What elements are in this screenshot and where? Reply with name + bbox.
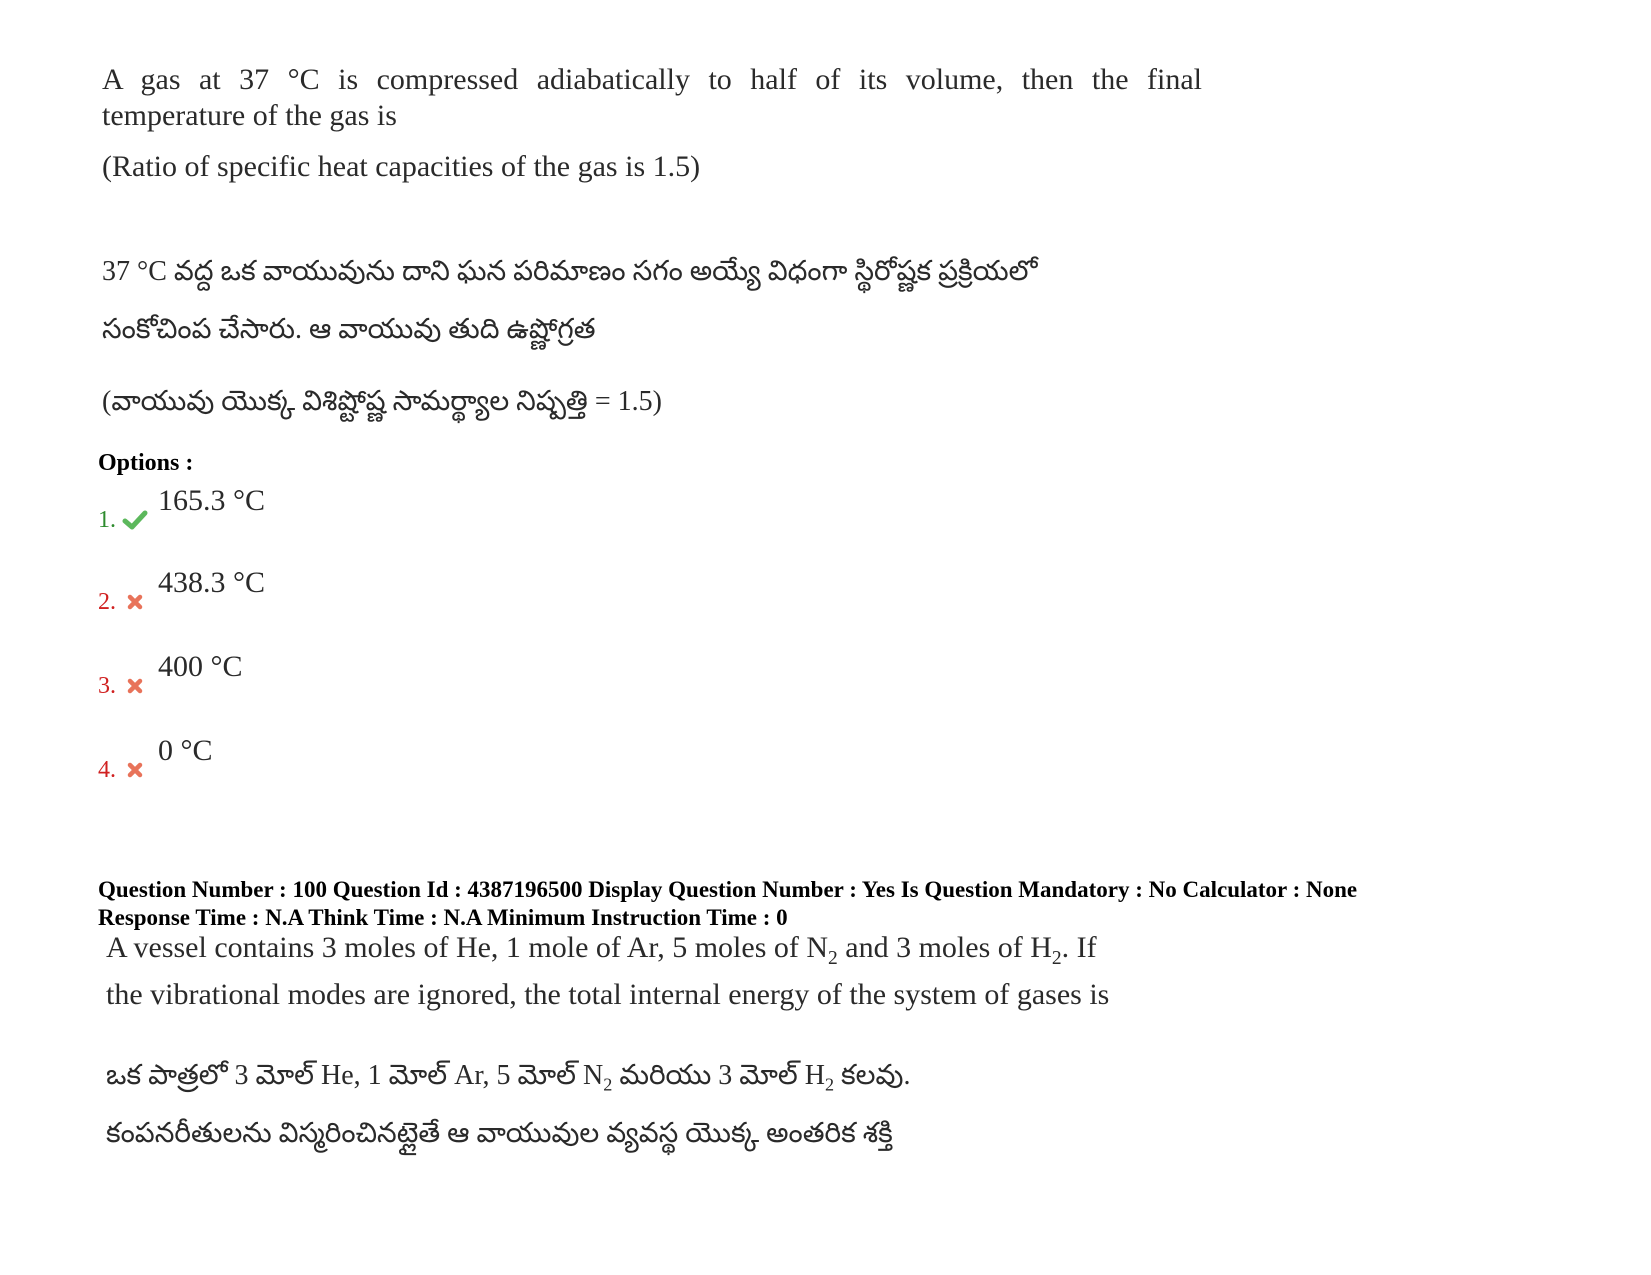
question-99-telugu-line1: 37 °C వద్ద ఒక వాయువును దాని ఘన పరిమాణం సగం అయ్యే విధంగా స్థిరోష్ణక ప్రక్రియలో [102, 256, 1038, 287]
question-99-telugu-note: (వాయువు యొక్క విశిష్టోష్ణ సామర్థ్యాల నిష్పత్తి = 1.5) [102, 386, 662, 417]
text-run: కలవు. [834, 1060, 911, 1091]
question-100-meta [98, 876, 1548, 932]
option-2 [98, 566, 698, 616]
cross-icon [122, 674, 148, 698]
question-text-line: A gas at 37 °C is compressed adiabatically to half of its volume, then the final [102, 63, 1202, 96]
text-run: . If [1061, 931, 1097, 964]
question-text-line: the vibrational modes are ignored, the total internal energy of the system of gases is [106, 978, 1110, 1011]
option-1 [98, 484, 698, 534]
option-value: 0 °C [158, 734, 213, 767]
question-text-line: temperature of the gas is [102, 99, 397, 132]
question-100-telugu-line2: కంపనరీతులను విస్మరించినట్లైతే ఆ వాయువుల వ్యవస్థ యొక్క అంతరిక శక్తి [106, 1118, 893, 1149]
question-99-note: (Ratio of specific heat capacities of the gas is 1.5) [102, 150, 701, 183]
text-run: మరియు 3 మోల్ H [612, 1060, 825, 1091]
options-heading: Options : [98, 450, 194, 476]
question-99-english [102, 62, 1202, 134]
subscript: 2 [828, 948, 838, 969]
option-number: 1. [98, 507, 116, 533]
text-run: and 3 moles of H [837, 931, 1052, 964]
question-100-telugu-line1 [106, 1058, 1206, 1103]
question-100-english [106, 930, 1206, 1013]
subscript: 2 [824, 1074, 835, 1095]
meta-line-2: Response Time : N.A Think Time : N.A Minimum Instruction Time : 0 [98, 905, 788, 930]
subscript: 2 [603, 1074, 613, 1095]
text-run: ఒక పాత్రలో 3 మోల్ He, 1 మోల్ Ar, 5 మోల్ N [106, 1060, 604, 1091]
check-icon [122, 508, 148, 532]
cross-icon [122, 758, 148, 782]
option-value: 165.3 °C [158, 484, 266, 517]
option-number: 2. [98, 589, 116, 615]
option-value: 438.3 °C [158, 566, 266, 599]
question-text-line [106, 930, 1206, 977]
question-99-telugu-line2: సంకోచింప చేసారు. ఆ వాయువు తుది ఉష్ణోగ్రత [102, 314, 596, 345]
text-run: A vessel contains 3 moles of He, 1 mole of Ar, 5 moles of N [106, 931, 829, 964]
option-number: 3. [98, 673, 116, 699]
option-number: 4. [98, 757, 116, 783]
option-3 [98, 650, 698, 700]
subscript: 2 [1051, 948, 1062, 969]
cross-icon [122, 590, 148, 614]
meta-line-1: Question Number : 100 Question Id : 4387196500 Display Question Number : Yes Is Question Mandatory : No Calculator : None [98, 877, 1358, 902]
option-value: 400 °C [158, 650, 243, 683]
option-4 [98, 734, 698, 784]
